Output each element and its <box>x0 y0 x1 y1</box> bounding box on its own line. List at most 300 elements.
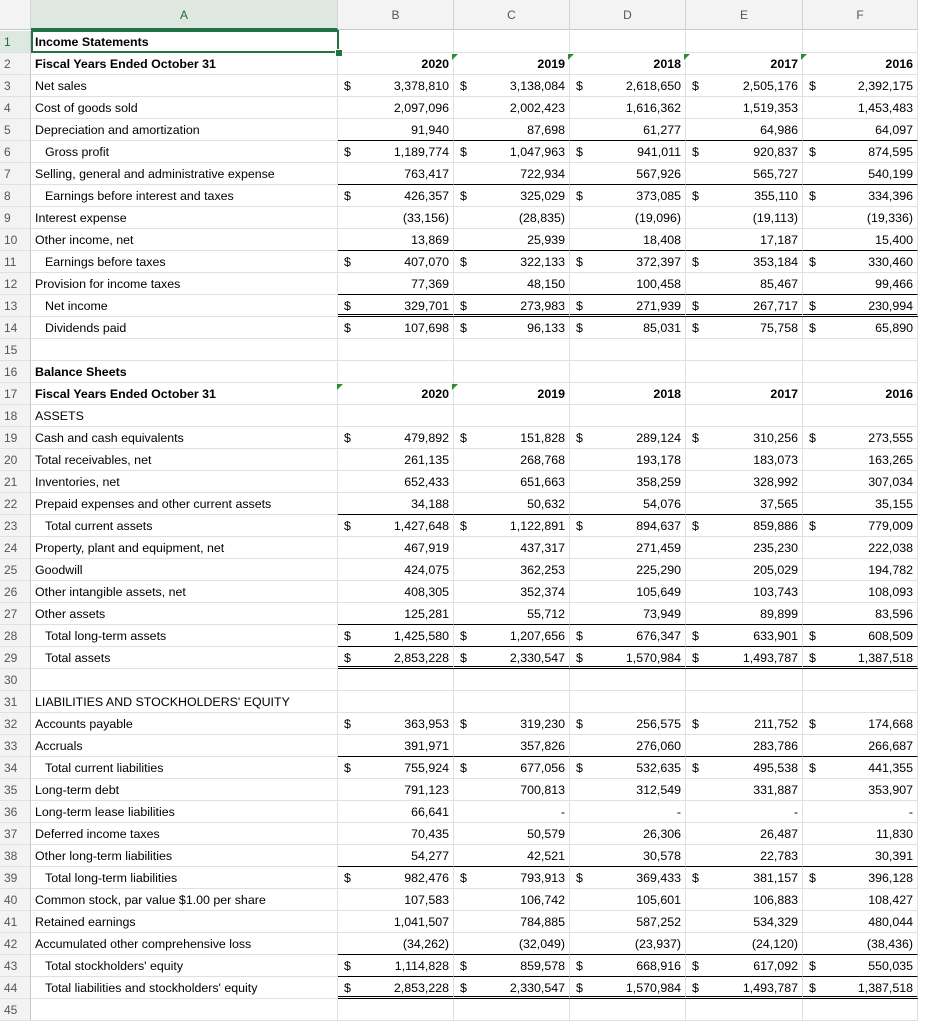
cell-value[interactable] <box>570 559 686 581</box>
row-header[interactable]: 2 <box>0 53 31 75</box>
cell-label[interactable] <box>31 669 338 691</box>
row-header[interactable]: 45 <box>0 999 31 1021</box>
row-header[interactable]: 36 <box>0 801 31 823</box>
cell-value[interactable] <box>338 383 454 405</box>
cell-value[interactable] <box>686 251 803 273</box>
cell-label[interactable]: Accumulated other comprehensive loss <box>31 933 338 955</box>
row-header[interactable]: 35 <box>0 779 31 801</box>
row-header[interactable]: 31 <box>0 691 31 713</box>
cell-value[interactable] <box>454 823 570 845</box>
row-header[interactable]: 15 <box>0 339 31 361</box>
cell-value[interactable] <box>454 779 570 801</box>
cell-value[interactable] <box>570 317 686 339</box>
cell-label[interactable]: Income Statements <box>31 31 338 53</box>
cell-value[interactable] <box>803 31 918 53</box>
error-indicator-icon[interactable] <box>337 384 343 390</box>
row-header[interactable]: 26 <box>0 581 31 603</box>
cell-value[interactable] <box>686 317 803 339</box>
cell-value[interactable] <box>803 823 918 845</box>
cell-value[interactable] <box>803 515 918 537</box>
cell-value[interactable] <box>570 779 686 801</box>
cell-label[interactable]: Cost of goods sold <box>31 97 338 119</box>
cell-value[interactable] <box>803 493 918 515</box>
cell-label[interactable]: Goodwill <box>31 559 338 581</box>
cell-value[interactable] <box>338 669 454 691</box>
cell-value[interactable] <box>454 75 570 97</box>
cell-value[interactable] <box>686 75 803 97</box>
row-header[interactable]: 37 <box>0 823 31 845</box>
row-header[interactable]: 5 <box>0 119 31 141</box>
cell-value[interactable] <box>570 845 686 867</box>
cell-value[interactable] <box>570 933 686 955</box>
cell-value[interactable] <box>686 207 803 229</box>
fill-handle[interactable] <box>335 49 343 57</box>
cell-value[interactable] <box>338 999 454 1021</box>
row-header[interactable]: 4 <box>0 97 31 119</box>
cell-value[interactable] <box>338 823 454 845</box>
cell-value[interactable] <box>570 75 686 97</box>
cell-value[interactable] <box>338 801 454 823</box>
cell-value[interactable] <box>454 493 570 515</box>
cell-label[interactable]: Accounts payable <box>31 713 338 735</box>
cell-value[interactable] <box>338 273 454 295</box>
cell-label[interactable]: Property, plant and equipment, net <box>31 537 338 559</box>
cell-label[interactable]: Other income, net <box>31 229 338 251</box>
cell-value[interactable] <box>686 625 803 647</box>
cell-value[interactable] <box>454 911 570 933</box>
column-header-d[interactable]: D <box>570 0 686 30</box>
cell-value[interactable] <box>338 119 454 141</box>
row-header[interactable]: 12 <box>0 273 31 295</box>
cell-value[interactable] <box>338 493 454 515</box>
cell-label[interactable]: Other intangible assets, net <box>31 581 338 603</box>
row-header[interactable]: 20 <box>0 449 31 471</box>
row-header[interactable]: 34 <box>0 757 31 779</box>
cell-value[interactable] <box>570 251 686 273</box>
cell-value[interactable] <box>803 449 918 471</box>
cell-value[interactable] <box>338 537 454 559</box>
cell-value[interactable] <box>570 31 686 53</box>
cell-value[interactable] <box>686 515 803 537</box>
cell-value[interactable] <box>338 317 454 339</box>
cell-value[interactable] <box>454 581 570 603</box>
row-header[interactable]: 24 <box>0 537 31 559</box>
cell-value[interactable] <box>803 471 918 493</box>
cell-value[interactable] <box>803 559 918 581</box>
row-header[interactable]: 11 <box>0 251 31 273</box>
cell-value[interactable] <box>803 867 918 889</box>
cell-label[interactable]: Fiscal Years Ended October 31 <box>31 53 338 75</box>
cell-value[interactable] <box>454 515 570 537</box>
cell-value[interactable] <box>686 119 803 141</box>
row-header[interactable]: 3 <box>0 75 31 97</box>
cell-value[interactable] <box>454 229 570 251</box>
cell-value[interactable] <box>454 977 570 999</box>
row-header[interactable]: 18 <box>0 405 31 427</box>
row-header[interactable]: 39 <box>0 867 31 889</box>
cell-value[interactable] <box>454 207 570 229</box>
cell-label[interactable]: Net sales <box>31 75 338 97</box>
cell-value[interactable] <box>338 867 454 889</box>
cell-value[interactable] <box>570 691 686 713</box>
cell-value[interactable] <box>686 427 803 449</box>
cell-value[interactable] <box>686 603 803 625</box>
cell-label[interactable]: Total long-term assets <box>31 625 338 647</box>
cell-value[interactable] <box>686 647 803 669</box>
row-header[interactable]: 38 <box>0 845 31 867</box>
cell-value[interactable] <box>338 559 454 581</box>
cell-value[interactable] <box>570 405 686 427</box>
cell-value[interactable] <box>803 317 918 339</box>
cell-value[interactable] <box>803 97 918 119</box>
cell-value[interactable] <box>803 119 918 141</box>
cell-value[interactable] <box>454 97 570 119</box>
cell-value[interactable] <box>338 603 454 625</box>
cell-value[interactable] <box>570 713 686 735</box>
cell-label[interactable]: Net income <box>31 295 338 317</box>
cell-label[interactable]: Depreciation and amortization <box>31 119 338 141</box>
cell-value[interactable] <box>803 779 918 801</box>
row-header[interactable]: 14 <box>0 317 31 339</box>
cell-value[interactable] <box>686 779 803 801</box>
cell-value[interactable] <box>803 141 918 163</box>
cell-value[interactable] <box>803 647 918 669</box>
cell-value[interactable] <box>454 31 570 53</box>
column-header-b[interactable]: B <box>338 0 454 30</box>
cell-label[interactable]: Cash and cash equivalents <box>31 427 338 449</box>
row-header[interactable]: 21 <box>0 471 31 493</box>
cell-label[interactable]: Long-term lease liabilities <box>31 801 338 823</box>
cell-value[interactable] <box>803 889 918 911</box>
cell-value[interactable] <box>686 537 803 559</box>
cell-value[interactable] <box>686 405 803 427</box>
cell-value[interactable] <box>338 515 454 537</box>
cell-label[interactable]: Total liabilities and stockholders' equity <box>31 977 338 999</box>
cell-value[interactable] <box>338 339 454 361</box>
cell-value[interactable] <box>454 625 570 647</box>
cell-value[interactable] <box>570 273 686 295</box>
row-header[interactable]: 23 <box>0 515 31 537</box>
cell-value[interactable] <box>686 449 803 471</box>
cell-value[interactable] <box>454 735 570 757</box>
cell-label[interactable] <box>31 339 338 361</box>
cell-value[interactable] <box>803 295 918 317</box>
cell-value[interactable] <box>454 713 570 735</box>
cell-value[interactable] <box>686 669 803 691</box>
cell-value[interactable] <box>454 999 570 1021</box>
cell-value[interactable] <box>454 955 570 977</box>
cell-value[interactable] <box>803 339 918 361</box>
cell-value[interactable] <box>803 845 918 867</box>
cell-value[interactable] <box>338 361 454 383</box>
cell-value[interactable] <box>803 251 918 273</box>
cell-value[interactable] <box>570 735 686 757</box>
cell-value[interactable] <box>338 471 454 493</box>
cell-value[interactable] <box>338 955 454 977</box>
cell-value[interactable] <box>570 185 686 207</box>
cell-value[interactable] <box>686 977 803 999</box>
column-header-e[interactable]: E <box>686 0 803 30</box>
cell-value[interactable] <box>686 581 803 603</box>
cell-value[interactable] <box>338 97 454 119</box>
cell-value[interactable] <box>454 339 570 361</box>
cell-value[interactable] <box>570 823 686 845</box>
cell-value[interactable] <box>570 493 686 515</box>
cell-value[interactable] <box>686 163 803 185</box>
row-header[interactable]: 42 <box>0 933 31 955</box>
cell-value[interactable] <box>454 757 570 779</box>
row-header[interactable]: 6 <box>0 141 31 163</box>
cell-value[interactable] <box>454 559 570 581</box>
cell-value[interactable] <box>803 933 918 955</box>
row-header[interactable]: 43 <box>0 955 31 977</box>
cell-label[interactable]: Long-term debt <box>31 779 338 801</box>
cell-label[interactable]: Total current assets <box>31 515 338 537</box>
cell-value[interactable] <box>686 713 803 735</box>
cell-value[interactable] <box>338 31 454 53</box>
cell-value[interactable] <box>454 691 570 713</box>
row-header[interactable]: 28 <box>0 625 31 647</box>
cell-label[interactable]: Accruals <box>31 735 338 757</box>
cell-value[interactable] <box>686 295 803 317</box>
cell-value[interactable] <box>803 735 918 757</box>
cell-value[interactable] <box>570 471 686 493</box>
cell-value[interactable] <box>570 515 686 537</box>
cell-label[interactable]: Total long-term liabilities <box>31 867 338 889</box>
cell-value[interactable] <box>803 625 918 647</box>
cell-value[interactable] <box>803 75 918 97</box>
cell-label[interactable]: Fiscal Years Ended October 31 <box>31 383 338 405</box>
cell-value[interactable] <box>570 229 686 251</box>
cell-value[interactable] <box>686 999 803 1021</box>
row-header[interactable]: 13 <box>0 295 31 317</box>
cell-value[interactable] <box>454 603 570 625</box>
cell-value[interactable] <box>803 801 918 823</box>
cell-value[interactable] <box>454 185 570 207</box>
cell-value[interactable] <box>338 625 454 647</box>
column-header-f[interactable]: F <box>803 0 918 30</box>
cell-value[interactable] <box>570 625 686 647</box>
cell-value[interactable] <box>570 339 686 361</box>
cell-value[interactable] <box>686 493 803 515</box>
cell-value[interactable] <box>338 295 454 317</box>
cell-value[interactable] <box>338 845 454 867</box>
cell-value[interactable] <box>803 229 918 251</box>
cell-label[interactable]: Retained earnings <box>31 911 338 933</box>
cell-value[interactable] <box>454 141 570 163</box>
cell-value[interactable] <box>803 955 918 977</box>
cell-value[interactable] <box>686 735 803 757</box>
row-header[interactable]: 17 <box>0 383 31 405</box>
row-header[interactable]: 41 <box>0 911 31 933</box>
cell-value[interactable] <box>803 207 918 229</box>
cell-label[interactable]: Interest expense <box>31 207 338 229</box>
cell-value[interactable] <box>686 889 803 911</box>
cell-value[interactable] <box>803 273 918 295</box>
cell-value[interactable] <box>686 97 803 119</box>
cell-value[interactable] <box>454 933 570 955</box>
cell-value[interactable] <box>454 273 570 295</box>
row-header[interactable]: 27 <box>0 603 31 625</box>
cell-value[interactable] <box>454 669 570 691</box>
row-header[interactable]: 44 <box>0 977 31 999</box>
cell-value[interactable] <box>686 933 803 955</box>
cell-value[interactable] <box>686 867 803 889</box>
cell-value[interactable] <box>570 427 686 449</box>
cell-value[interactable] <box>686 229 803 251</box>
cell-value[interactable] <box>454 53 570 75</box>
cell-label[interactable]: Dividends paid <box>31 317 338 339</box>
cell-label[interactable]: Total receivables, net <box>31 449 338 471</box>
cell-value[interactable] <box>803 163 918 185</box>
cell-value[interactable] <box>570 383 686 405</box>
cell-label[interactable]: Total assets <box>31 647 338 669</box>
cell-value[interactable] <box>803 383 918 405</box>
cell-value[interactable] <box>803 669 918 691</box>
cell-value[interactable] <box>686 383 803 405</box>
cell-value[interactable] <box>338 251 454 273</box>
cell-value[interactable] <box>570 867 686 889</box>
row-header[interactable]: 29 <box>0 647 31 669</box>
cell-value[interactable] <box>338 163 454 185</box>
cell-value[interactable] <box>803 405 918 427</box>
cell-value[interactable] <box>454 647 570 669</box>
cell-value[interactable] <box>803 427 918 449</box>
cell-value[interactable] <box>338 779 454 801</box>
cell-value[interactable] <box>338 713 454 735</box>
cell-value[interactable] <box>454 119 570 141</box>
cell-label[interactable]: Gross profit <box>31 141 338 163</box>
cell-value[interactable] <box>570 999 686 1021</box>
cell-value[interactable] <box>338 405 454 427</box>
cell-value[interactable] <box>454 537 570 559</box>
cell-value[interactable] <box>686 141 803 163</box>
column-header-a[interactable]: A <box>31 0 338 30</box>
cell-value[interactable] <box>338 427 454 449</box>
cell-label[interactable]: Other long-term liabilities <box>31 845 338 867</box>
row-header[interactable]: 25 <box>0 559 31 581</box>
cell-value[interactable] <box>570 97 686 119</box>
cell-value[interactable] <box>803 713 918 735</box>
cell-value[interactable] <box>338 889 454 911</box>
cell-value[interactable] <box>338 207 454 229</box>
cell-value[interactable] <box>803 581 918 603</box>
cell-value[interactable] <box>338 53 454 75</box>
cell-value[interactable] <box>454 449 570 471</box>
cell-value[interactable] <box>686 273 803 295</box>
cell-value[interactable] <box>454 317 570 339</box>
cell-value[interactable] <box>454 383 570 405</box>
cell-label[interactable]: ASSETS <box>31 405 338 427</box>
cell-value[interactable] <box>454 427 570 449</box>
cell-value[interactable] <box>686 757 803 779</box>
cell-value[interactable] <box>803 757 918 779</box>
cell-label[interactable]: Common stock, par value $1.00 per share <box>31 889 338 911</box>
row-header[interactable]: 1 <box>0 31 31 53</box>
cell-value[interactable] <box>570 647 686 669</box>
cell-value[interactable] <box>454 405 570 427</box>
cell-value[interactable] <box>454 889 570 911</box>
cell-value[interactable] <box>454 361 570 383</box>
cell-label[interactable]: LIABILITIES AND STOCKHOLDERS' EQUITY <box>31 691 338 713</box>
cell-value[interactable] <box>803 361 918 383</box>
cell-value[interactable] <box>570 295 686 317</box>
cell-value[interactable] <box>570 911 686 933</box>
cell-value[interactable] <box>803 999 918 1021</box>
cell-value[interactable] <box>686 31 803 53</box>
cell-value[interactable] <box>454 163 570 185</box>
cell-value[interactable] <box>570 889 686 911</box>
cell-label[interactable]: Deferred income taxes <box>31 823 338 845</box>
cell-value[interactable] <box>803 603 918 625</box>
cell-value[interactable] <box>570 141 686 163</box>
cell-value[interactable] <box>338 977 454 999</box>
cell-value[interactable] <box>338 449 454 471</box>
cell-value[interactable] <box>686 339 803 361</box>
cell-value[interactable] <box>570 801 686 823</box>
cell-label[interactable]: Balance Sheets <box>31 361 338 383</box>
cell-value[interactable] <box>570 603 686 625</box>
cell-value[interactable] <box>803 185 918 207</box>
cell-value[interactable] <box>803 53 918 75</box>
row-header[interactable]: 9 <box>0 207 31 229</box>
cell-label[interactable]: Prepaid expenses and other current assets <box>31 493 338 515</box>
row-header[interactable]: 10 <box>0 229 31 251</box>
cell-value[interactable] <box>686 845 803 867</box>
cell-label[interactable]: Total current liabilities <box>31 757 338 779</box>
cell-value[interactable] <box>803 977 918 999</box>
row-header[interactable]: 19 <box>0 427 31 449</box>
cell-value[interactable] <box>686 955 803 977</box>
cell-value[interactable] <box>338 647 454 669</box>
cell-value[interactable] <box>338 75 454 97</box>
cell-value[interactable] <box>686 185 803 207</box>
cell-value[interactable] <box>338 229 454 251</box>
cell-value[interactable] <box>454 801 570 823</box>
cell-value[interactable] <box>570 119 686 141</box>
cell-value[interactable] <box>686 361 803 383</box>
cell-value[interactable] <box>454 251 570 273</box>
row-header[interactable]: 22 <box>0 493 31 515</box>
cell-value[interactable] <box>686 801 803 823</box>
cell-value[interactable] <box>570 669 686 691</box>
cell-value[interactable] <box>570 449 686 471</box>
row-header[interactable]: 33 <box>0 735 31 757</box>
cell-value[interactable] <box>686 471 803 493</box>
cell-value[interactable] <box>570 163 686 185</box>
row-header[interactable]: 30 <box>0 669 31 691</box>
cell-value[interactable] <box>570 537 686 559</box>
cell-value[interactable] <box>338 141 454 163</box>
column-header-c[interactable]: C <box>454 0 570 30</box>
cell-label[interactable]: Earnings before interest and taxes <box>31 185 338 207</box>
cell-value[interactable] <box>338 691 454 713</box>
cell-value[interactable] <box>686 911 803 933</box>
cell-value[interactable] <box>570 977 686 999</box>
cell-label[interactable] <box>31 999 338 1021</box>
cell-value[interactable] <box>686 823 803 845</box>
row-header[interactable]: 16 <box>0 361 31 383</box>
cell-value[interactable] <box>338 735 454 757</box>
cell-value[interactable] <box>454 471 570 493</box>
cell-value[interactable] <box>803 537 918 559</box>
cell-value[interactable] <box>686 691 803 713</box>
cell-label[interactable]: Earnings before taxes <box>31 251 338 273</box>
cell-value[interactable] <box>454 867 570 889</box>
cell-value[interactable] <box>338 933 454 955</box>
cell-value[interactable] <box>570 757 686 779</box>
row-header[interactable]: 32 <box>0 713 31 735</box>
